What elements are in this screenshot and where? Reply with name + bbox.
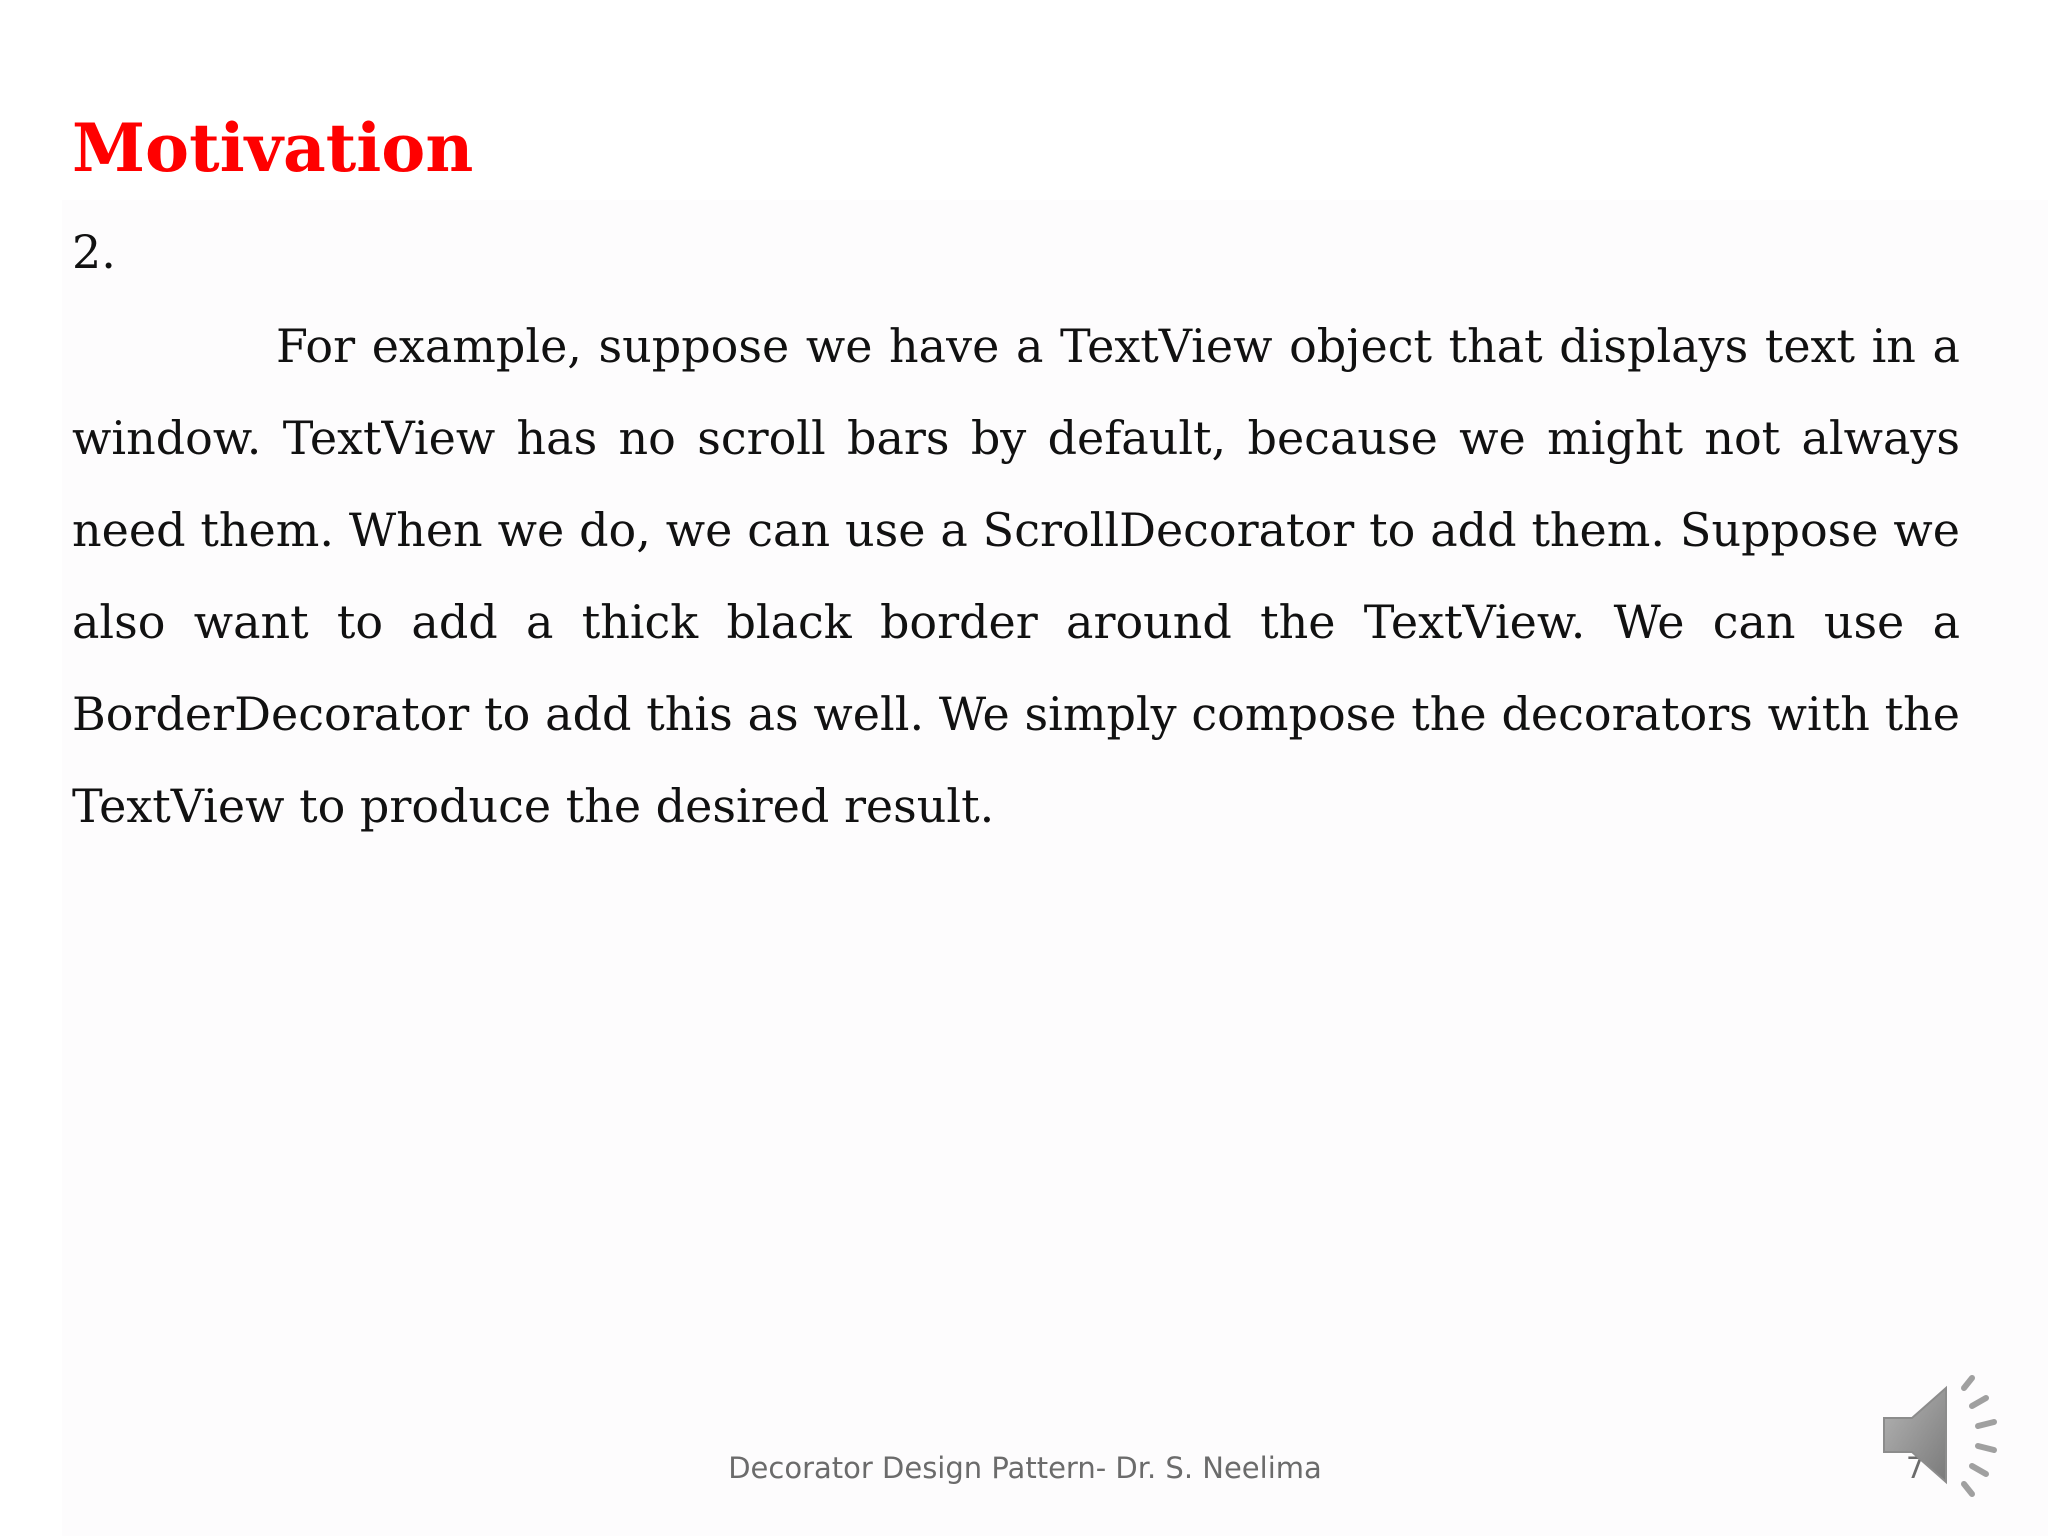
slide-title: Motivation xyxy=(72,109,474,187)
page-number: 7 xyxy=(1906,1451,1925,1485)
audio-play-button[interactable] xyxy=(1876,1370,2016,1500)
speaker-icon xyxy=(1876,1370,2016,1500)
body-paragraph: For example, suppose we have a TextView object that displays text in a window. TextView has no scroll bars by default, because we might not always need them. When we do, we can use a ScrollDecorator to add them. Suppose we also want to add a thick black border around the TextView. We can use a BorderDecorator to add this as well. We simply compose the decorators with the TextView to produce the desired result. xyxy=(72,319,1960,833)
item-number: 2. xyxy=(72,225,116,279)
slide-footer: Decorator Design Pattern- Dr. S. Neelima xyxy=(728,1451,1322,1485)
